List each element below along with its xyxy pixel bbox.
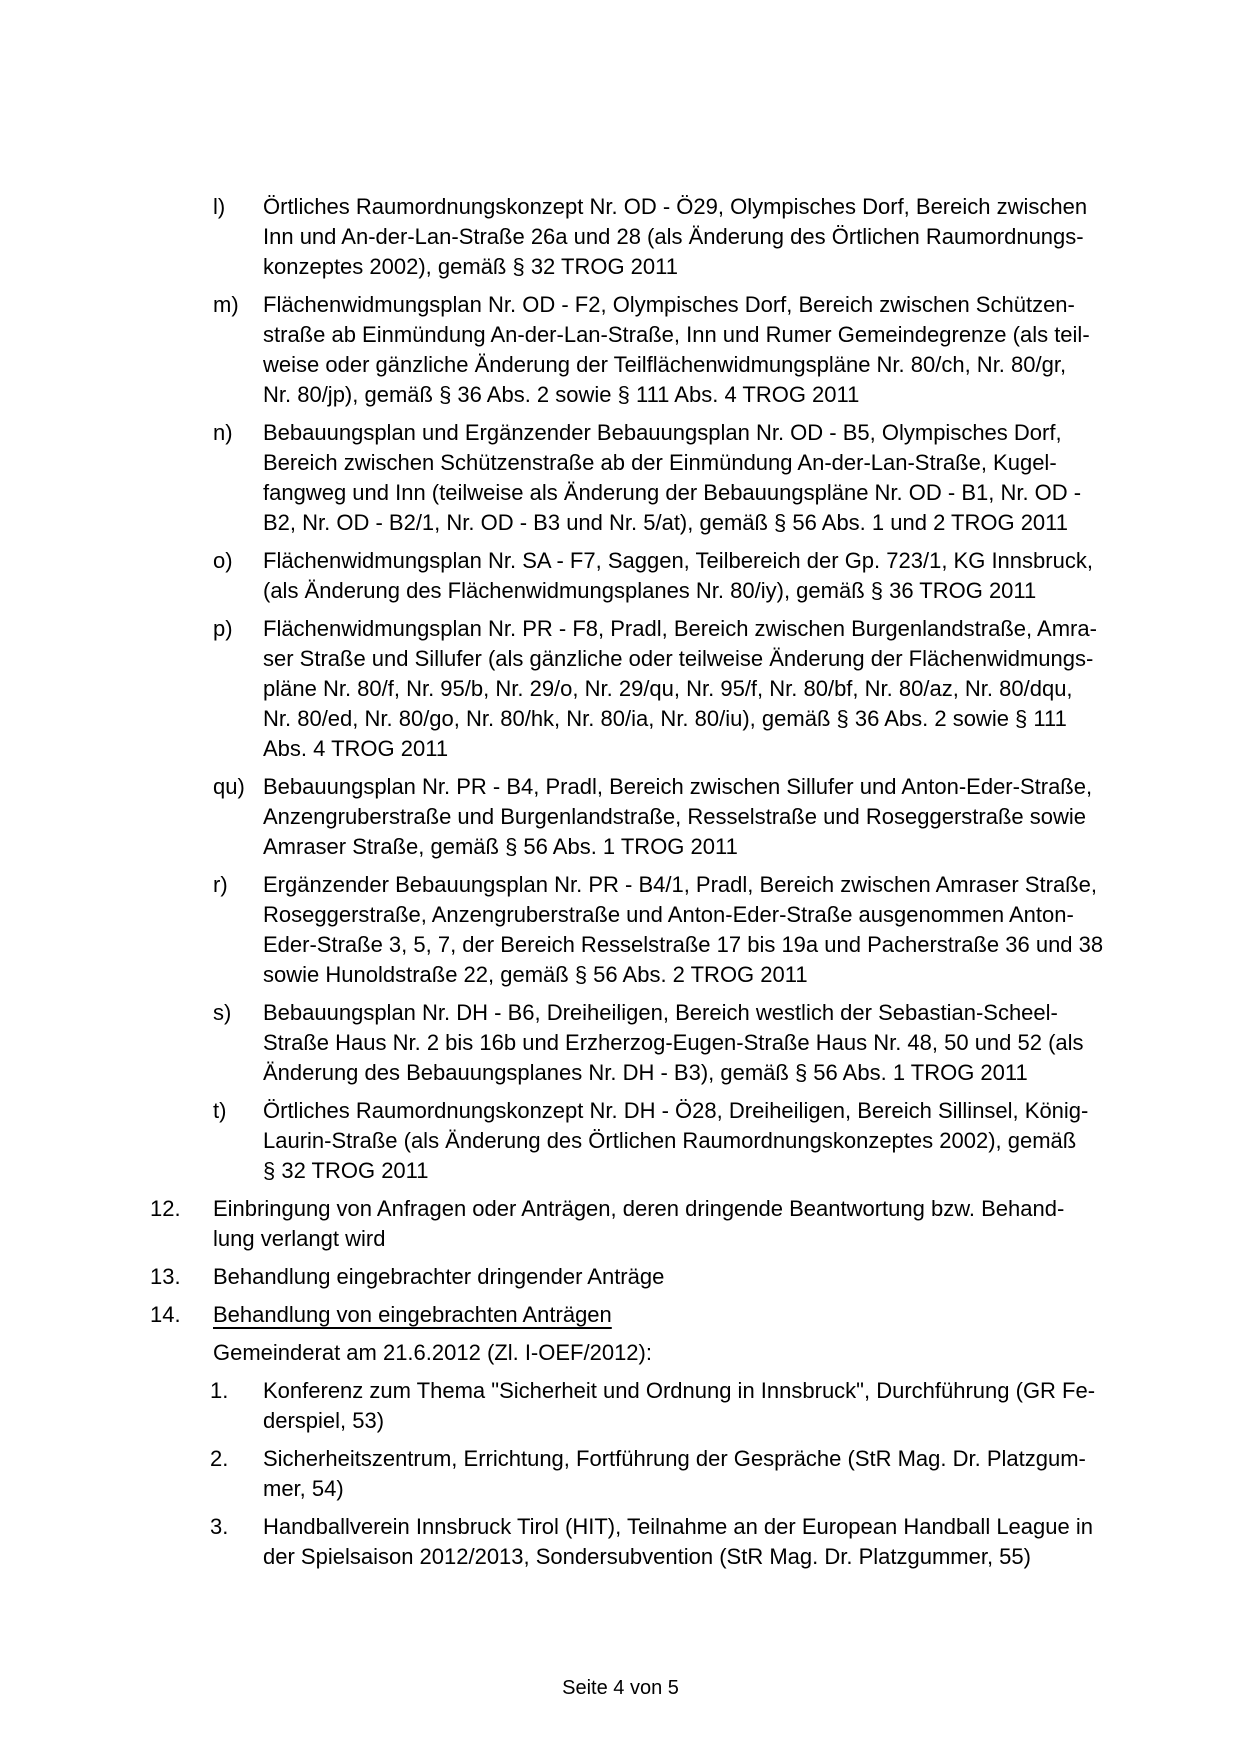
item-text xyxy=(213,1194,1064,1254)
text-line: Flächenwidmungsplan Nr. PR - F8, Pradl, Bereich zwischen Burgenlandstraße, Amra- xyxy=(263,616,1097,641)
item-label: l) xyxy=(213,194,226,219)
text-line: Bebauungsplan Nr. DH - B6, Dreiheiligen, Bereich westlich der Sebastian-Scheel- xyxy=(263,1000,1058,1025)
text-line: ser Straße und Sillufer (als gänzliche oder teilweise Änderung der Flächenwidmungs- xyxy=(263,646,1094,671)
text-line: Straße Haus Nr. 2 bis 16b und Erzherzog-Eugen-Straße Haus Nr. 48, 50 und 52 (als xyxy=(263,1030,1084,1055)
text-line: weise oder gänzliche Änderung der Teilflächenwidmungspläne Nr. 80/ch, Nr. 80/gr, xyxy=(263,352,1067,377)
numbered-agenda-list xyxy=(0,1194,1241,1330)
page-content xyxy=(0,192,1241,1580)
lettered-item xyxy=(213,998,1241,1088)
item-text xyxy=(263,614,1097,764)
item-label: 1. xyxy=(210,1378,229,1403)
item-label: 13. xyxy=(150,1264,181,1289)
text-line: Ergänzender Bebauungsplan Nr. PR - B4/1, Pradl, Bereich zwischen Amraser Straße, xyxy=(263,872,1097,897)
text-line: Bereich zwischen Schützenstraße ab der Einmündung An-der-Lan-Straße, Kugel- xyxy=(263,450,1057,475)
item-label: p) xyxy=(213,616,233,641)
text-line: konzeptes 2002), gemäß § 32 TROG 2011 xyxy=(263,254,678,279)
numbered-item xyxy=(150,1262,1241,1292)
text-line: pläne Nr. 80/f, Nr. 95/b, Nr. 29/o, Nr. 29/qu, Nr. 95/f, Nr. 80/bf, Nr. 80/az, Nr. 80/dqu, xyxy=(263,676,1073,701)
text-line: Amraser Straße, gemäß § 56 Abs. 1 TROG 2011 xyxy=(263,834,738,859)
item-text xyxy=(263,290,1090,410)
text-line: (als Änderung des Flächenwidmungsplanes Nr. 80/iy), gemäß § 36 TROG 2011 xyxy=(263,578,1037,603)
lettered-item xyxy=(213,418,1241,538)
text-line: straße ab Einmündung An-der-Lan-Straße, Inn und Rumer Gemeindegrenze (als teil- xyxy=(263,322,1090,347)
item-text xyxy=(263,546,1093,606)
text-line: Sicherheitszentrum, Errichtung, Fortführung der Gespräche (StR Mag. Dr. Platzgum- xyxy=(263,1446,1086,1471)
item-label: 2. xyxy=(210,1446,229,1471)
text-line: Bebauungsplan und Ergänzender Bebauungsplan Nr. OD - B5, Olympisches Dorf, xyxy=(263,420,1062,445)
text-line: Einbringung von Anfragen oder Anträgen, deren dringende Beantwortung bzw. Behand- xyxy=(213,1196,1065,1221)
text-line: Behandlung von eingebrachten Anträgen xyxy=(213,1302,612,1327)
text-line: fangweg und Inn (teilweise als Änderung der Bebauungspläne Nr. OD - B1, Nr. OD - xyxy=(263,480,1082,505)
item-label: n) xyxy=(213,420,233,445)
lettered-item xyxy=(213,192,1241,282)
item-text xyxy=(263,1512,1093,1572)
text-line: mer, 54) xyxy=(263,1476,344,1501)
item-label: m) xyxy=(213,292,239,317)
item-text xyxy=(263,772,1092,862)
text-line: Nr. 80/jp), gemäß § 36 Abs. 2 sowie § 111 Abs. 4 TROG 2011 xyxy=(263,382,860,407)
text-line: Örtliches Raumordnungskonzept Nr. DH - Ö28, Dreiheiligen, Bereich Sillinsel, König- xyxy=(263,1098,1089,1123)
item-text xyxy=(263,1096,1088,1186)
item-text xyxy=(213,1300,612,1330)
text-line: B2, Nr. OD - B2/1, Nr. OD - B3 und Nr. 5/at), gemäß § 56 Abs. 1 und 2 TROG 2011 xyxy=(263,510,1068,535)
text-line: lung verlangt wird xyxy=(213,1226,386,1251)
text-line: sowie Hunoldstraße 22, gemäß § 56 Abs. 2 TROG 2011 xyxy=(263,962,808,987)
text-line: Anzengruberstraße und Burgenlandstraße, Resselstraße und Roseggerstraße sowie xyxy=(263,804,1086,829)
text-line: derspiel, 53) xyxy=(263,1408,385,1433)
subsection-intro: Gemeinderat am 21.6.2012 (Zl. I-OEF/2012): xyxy=(213,1340,652,1365)
text-line: Änderung des Bebauungsplanes Nr. DH - B3), gemäß § 56 Abs. 1 TROG 2011 xyxy=(263,1060,1028,1085)
item-label: 3. xyxy=(210,1514,229,1539)
motion-item xyxy=(210,1376,1241,1436)
item-text xyxy=(263,870,1103,990)
page-footer: Seite 4 von 5 xyxy=(562,1677,679,1699)
lettered-item xyxy=(213,1096,1241,1186)
item-label: r) xyxy=(213,872,228,897)
motion-item xyxy=(210,1444,1241,1504)
item-text xyxy=(263,1376,1095,1436)
lettered-item xyxy=(213,290,1241,410)
item-text xyxy=(263,998,1084,1088)
item-label: t) xyxy=(213,1098,227,1123)
numbered-item xyxy=(150,1194,1241,1254)
item-label: 12. xyxy=(150,1196,181,1221)
text-line: Flächenwidmungsplan Nr. SA - F7, Saggen, Teilbereich der Gp. 723/1, KG Innsbruck, xyxy=(263,548,1093,573)
item-label: o) xyxy=(213,548,233,573)
item-label: 14. xyxy=(150,1302,181,1327)
text-line: § 32 TROG 2011 xyxy=(263,1158,429,1183)
lettered-item xyxy=(213,772,1241,862)
text-line: Handballverein Innsbruck Tirol (HIT), Teilnahme an der European Handball League in xyxy=(263,1514,1093,1539)
item-label: qu) xyxy=(213,774,245,799)
text-line: Abs. 4 TROG 2011 xyxy=(263,736,449,761)
lettered-item xyxy=(213,614,1241,764)
motions-list xyxy=(0,1376,1241,1572)
motion-item xyxy=(210,1512,1241,1572)
text-line: Roseggerstraße, Anzengruberstraße und Anton-Eder-Straße ausgenommen Anton- xyxy=(263,902,1074,927)
text-line: Konferenz zum Thema "Sicherheit und Ordnung in Innsbruck", Durchführung (GR Fe- xyxy=(263,1378,1096,1403)
text-line: Nr. 80/ed, Nr. 80/go, Nr. 80/hk, Nr. 80/ia, Nr. 80/iu), gemäß § 36 Abs. 2 sowie § 111 xyxy=(263,706,1067,731)
lettered-item xyxy=(213,546,1241,606)
item-label: s) xyxy=(213,1000,232,1025)
text-line: der Spielsaison 2012/2013, Sondersubvention (StR Mag. Dr. Platzgummer, 55) xyxy=(263,1544,1031,1569)
item-text xyxy=(263,418,1081,538)
text-line: Inn und An-der-Lan-Straße 26a und 28 (als Änderung des Örtlichen Raumordnungs- xyxy=(263,224,1084,249)
item-text xyxy=(263,192,1087,282)
item-text xyxy=(213,1262,664,1292)
text-line: Örtliches Raumordnungskonzept Nr. OD - Ö29, Olympisches Dorf, Bereich zwischen xyxy=(263,194,1088,219)
text-line: Behandlung eingebrachter dringender Anträge xyxy=(213,1264,665,1289)
text-line: Flächenwidmungsplan Nr. OD - F2, Olympisches Dorf, Bereich zwischen Schützen- xyxy=(263,292,1075,317)
numbered-item xyxy=(150,1300,1241,1330)
text-line: Eder-Straße 3, 5, 7, der Bereich Resselstraße 17 bis 19a und Pacherstraße 36 und 38 xyxy=(263,932,1104,957)
text-line: Laurin-Straße (als Änderung des Örtlichen Raumordnungskonzeptes 2002), gemäß xyxy=(263,1128,1077,1153)
item-text xyxy=(263,1444,1086,1504)
lettered-item xyxy=(213,870,1241,990)
lettered-agenda-list xyxy=(0,192,1241,1186)
text-line: Bebauungsplan Nr. PR - B4, Pradl, Bereich zwischen Sillufer und Anton-Eder-Straße, xyxy=(263,774,1093,799)
